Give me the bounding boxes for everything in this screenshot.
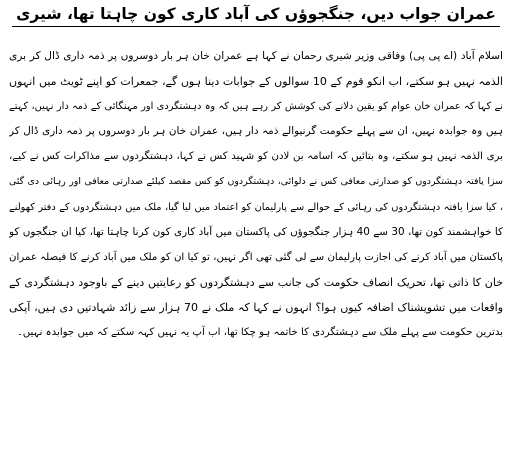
article-line: ہیں وہ جوابدہ نہیں، ان سے پہلے حکومت گرنیوالے ذمہ دار ہیں، عمران خان ہر بار دوسروں پر ذمہ داری ڈال کر (9, 125, 503, 138)
article-line: نے کہا کہ عمران خان عوام کو یقین دلانے کی کوشش کر رہے ہیں کہ وہ دہشتگردی اور مہنگائی کے ذمہ دار نہیں، کہتے (9, 101, 503, 113)
article-line: واقعات میں تشویشناک اضافہ کیوں ہوا؟ انہوں نے کہا کہ ملک نے 70 ہزار سے زائد شہادتیں دی ہیں، آپکی (9, 300, 503, 314)
article-line: بدترین حکومت سے پہلے ملک سے دہشتگردی کا خاتمہ ہو چکا تھا، اب آپ یہ نہیں کہہ سکتے کہ میں جوابدہ نہیں۔ (16, 327, 503, 339)
article-line: خان کا ذاتی تھا، تحریک انصاف حکومت کی جانب سے دہشتگردوں کو رعایتیں دینے کے باوجود دہشتگردی کے (9, 275, 503, 289)
article-line: ، کیا سزا یافتہ دہشتگردوں کی رہائی کے حوالے سے پارلیمان کو اعتماد میں لیا گیا، ملک میں دہشتگردوں کے دفتر کھولنے (9, 201, 503, 213)
article-headline: عمران جواب دیں، جنگجوؤں کی آباد کاری کون چاہتا تھا، شیری (12, 4, 500, 27)
article-line: بری الذمہ نہیں ہو سکتے، وہ بتائیں کہ اسامہ بن لادن کو شہید کس نے کہا، دہشتگردوں سے مذاکرات کس نے کیے، (9, 151, 503, 163)
article-line: کا خواہشمند کون تھا، 30 سے 40 ہزار جنگجوؤں کی پاکستان میں آباد کاری کون کرنا چاہتا تھا، کیا ان جنگجوں کو (9, 225, 503, 238)
article-line: الذمہ نہیں ہو سکتے، اب انکو قوم کے 10 سوالوں کے جوابات دینا ہوں گے، جمعرات کو اپنے ٹویٹ میں انہوں (9, 75, 503, 89)
article-line: پاکستان میں آباد کرنے کی اجازت پارلیمان سے لی گئی تھی اگر نہیں، تو کیا ان کو ملک میں آباد کرنے کا فیصلہ عمران (9, 251, 503, 263)
article-line: سزا یافتہ دہشتگردوں کو صدارتی معافی کس نے دلوائی، دہشتگردوں کو کس مقصد کیلئے صدارتی معافی اور رہائی دی گئی (9, 176, 503, 188)
article-body (9, 44, 503, 345)
headline-container (0, 4, 512, 27)
article-line: اسلام آباد (اے پی پی) وفاقی وزیر شیری رحمان نے کہا ہے عمران خان ہر بار دوسروں پر ذمہ داری ڈال کر بری (9, 50, 503, 62)
